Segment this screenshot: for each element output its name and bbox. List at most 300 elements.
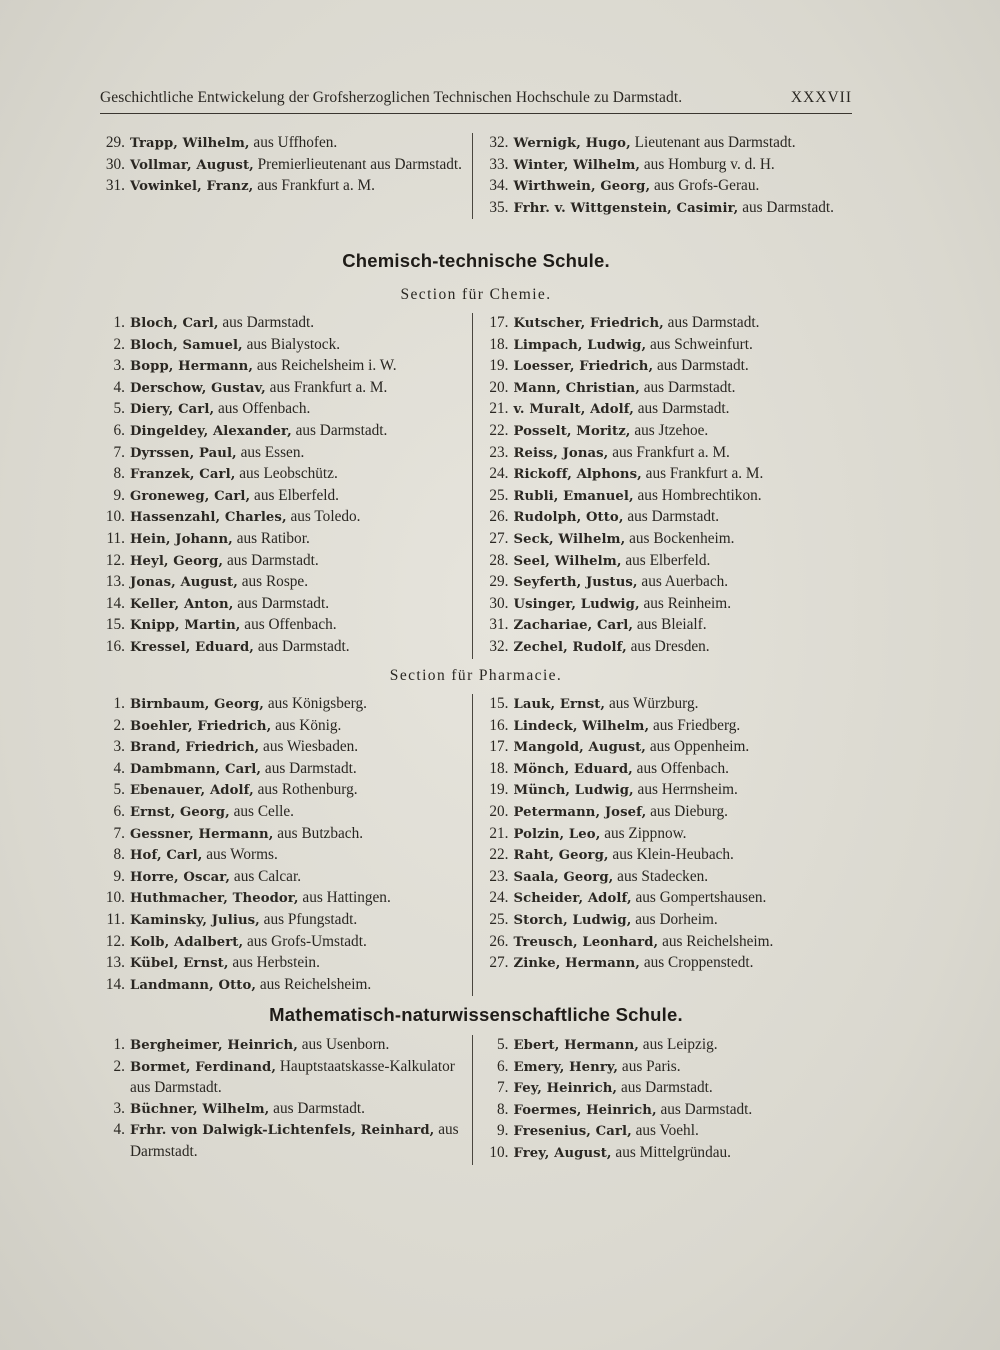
entry-text <box>130 780 472 802</box>
entry-number: 6. <box>497 1057 509 1075</box>
entry-number: 32. <box>489 134 509 151</box>
list-entry <box>483 313 857 335</box>
entry-name: Raht, Georg, <box>513 848 609 864</box>
entry-details: aus Herrnsheim. <box>633 781 738 799</box>
entry-details: aus Reichelsheim. <box>658 932 774 950</box>
entry-text <box>514 953 857 975</box>
list-entry <box>483 335 857 357</box>
entry-name: Polzin, Leo, <box>513 826 601 842</box>
chemie-right-column <box>472 313 857 659</box>
entry-name: Dyrssen, Paul, <box>130 445 237 461</box>
entry-name: Horre, Oscar, <box>130 869 231 885</box>
entry-number: 7. <box>497 1079 509 1097</box>
entry-details: aus Toledo. <box>286 508 361 526</box>
entry-name: Münch, Ludwig, <box>513 783 634 799</box>
entry-number: 15. <box>105 616 125 634</box>
entry-text <box>130 888 472 910</box>
entry-name: Keller, Anton, <box>130 596 234 612</box>
entry-name: Vowinkel, Franz, <box>130 179 254 195</box>
entry-number: 11. <box>106 529 125 547</box>
entry-number: 2. <box>113 716 125 734</box>
entry-details: aus Gompertshausen. <box>631 889 767 907</box>
list-entry <box>99 443 472 465</box>
entry-number: 3. <box>113 1099 125 1117</box>
chemie-list <box>96 313 856 659</box>
list-entry <box>99 313 472 335</box>
entry-name: Kolb, Adalbert, <box>130 934 244 950</box>
entry-name: Zachariae, Carl, <box>513 618 634 634</box>
entry-name: Foermes, Heinrich, <box>513 1102 657 1118</box>
entry-details: aus Auerbach. <box>637 573 729 591</box>
list-entry <box>99 421 472 443</box>
entry-text <box>130 759 472 781</box>
entry-number: 18. <box>489 335 509 353</box>
entry-text <box>514 932 857 954</box>
entry-number: 16. <box>105 637 125 655</box>
list-entry <box>483 443 857 465</box>
entry-name: Treusch, Leonhard, <box>513 934 659 950</box>
math-school-title: Mathematisch-naturwissenschaftliche Schule. <box>269 1004 683 1025</box>
entry-text <box>514 133 857 155</box>
entry-details: aus Darmstadt. <box>663 314 760 331</box>
entry-details: aus Elberfeld. <box>250 486 340 504</box>
list-entry <box>99 572 472 594</box>
entry-details: Lieutenant aus Darmstadt. <box>630 134 796 151</box>
entry-details: aus Pfungstadt. <box>259 910 358 928</box>
entry-details: aus Darmstadt. <box>269 1099 365 1117</box>
entry-number: 29. <box>489 573 509 591</box>
entry-number: 5. <box>113 400 125 418</box>
entry-name: Frhr. v. Wittgenstein, Casimir, <box>513 200 739 216</box>
entry-text <box>130 443 472 465</box>
entry-details: aus Hombrechtikon. <box>633 486 762 504</box>
entry-name: Boehler, Friedrich, <box>130 718 272 734</box>
entry-details: aus Frankfurt a. M. <box>253 177 375 195</box>
entry-text <box>130 1099 472 1121</box>
entry-name: Bloch, Carl, <box>130 316 219 331</box>
list-entry <box>99 637 472 659</box>
entry-name: Franzek, Carl, <box>130 467 236 483</box>
entry-number: 9. <box>113 486 125 504</box>
entry-name: Lauk, Ernst, <box>513 697 606 712</box>
entry-name: Hassenzahl, Charles, <box>130 510 287 526</box>
list-entry <box>99 507 472 529</box>
entry-name: Petermann, Josef, <box>513 804 647 820</box>
entry-details: aus Grofs-Umstadt. <box>243 932 367 950</box>
entry-details: aus Bleialf. <box>633 616 707 634</box>
entry-name: Dambmann, Carl, <box>130 761 262 777</box>
entry-text <box>130 133 472 155</box>
entry-name: Huthmacher, Theodor, <box>130 891 299 907</box>
entry-details: aus Offenbach. <box>214 400 311 418</box>
entry-details: aus Oppenheim. <box>646 738 750 756</box>
entry-name: Diery, Carl, <box>130 402 215 418</box>
list-entry <box>483 176 857 198</box>
list-entry <box>99 1120 472 1162</box>
entry-number: 27. <box>489 954 509 972</box>
entry-text <box>130 313 472 335</box>
entry-details: aus Offenbach. <box>632 759 729 777</box>
list-entry <box>99 737 472 759</box>
entry-name: Wirthwein, Georg, <box>513 179 651 195</box>
entry-number: 9. <box>497 1122 509 1140</box>
chem-school-title: Chemisch-technische Schule. <box>342 250 610 271</box>
entry-text <box>130 1035 472 1057</box>
entry-name: Derschow, Gustav, <box>130 380 266 396</box>
entry-text <box>130 507 472 529</box>
list-entry <box>483 155 857 177</box>
entry-name: Seyferth, Justus, <box>513 575 638 591</box>
entry-name: Ebenauer, Adolf, <box>130 783 254 799</box>
entry-number: 3. <box>113 738 125 756</box>
entry-name: Kübel, Ernst, <box>130 956 229 972</box>
entry-details: aus Zippnow. <box>600 824 687 842</box>
entry-number: 5. <box>113 781 125 799</box>
entry-details: aus Mittelgründau. <box>611 1143 731 1161</box>
entry-text <box>130 529 472 551</box>
entry-text <box>130 399 472 421</box>
entry-number: 14. <box>105 975 125 993</box>
entry-text <box>130 910 472 932</box>
entry-number: 13. <box>105 954 125 972</box>
list-entry <box>99 780 472 802</box>
entry-number: 24. <box>489 889 509 907</box>
list-entry <box>99 464 472 486</box>
entry-text <box>514 507 857 529</box>
entry-details: aus Darmstadt. <box>223 551 319 569</box>
list-entry <box>483 572 857 594</box>
entry-number: 10. <box>489 1143 509 1161</box>
entry-name: Seel, Wilhelm, <box>513 553 622 569</box>
entry-name: Kaminsky, Julius, <box>130 912 260 928</box>
entry-details: aus Darmstadt. <box>738 198 834 216</box>
entry-text <box>130 737 472 759</box>
entry-details: aus Würzburg. <box>605 695 699 712</box>
entry-text <box>130 1057 472 1099</box>
entry-details: aus Calcar. <box>230 867 302 885</box>
entry-number: 12. <box>105 932 125 950</box>
page-number: XXXVII <box>790 89 852 106</box>
entry-number: 4. <box>113 1121 125 1139</box>
math-right-column <box>472 1035 857 1165</box>
entry-details: aus Frankfurt a. M. <box>608 443 730 461</box>
entry-text <box>514 802 857 824</box>
chemie-left-column <box>96 313 472 659</box>
entry-name: Trapp, Wilhelm, <box>130 136 250 151</box>
entry-number: 25. <box>489 486 509 504</box>
entry-text <box>514 1100 857 1122</box>
entry-number: 13. <box>105 573 125 591</box>
entry-details: aus Frankfurt a. M. <box>641 465 764 483</box>
entry-number: 8. <box>113 465 125 483</box>
list-entry <box>483 910 857 932</box>
entry-details: aus Dorheim. <box>631 910 718 928</box>
entry-number: 25. <box>489 910 509 928</box>
list-entry <box>99 176 472 198</box>
entry-number: 10. <box>105 889 125 907</box>
entry-details: aus Herbstein. <box>228 954 320 972</box>
entry-text <box>130 594 472 616</box>
list-entry <box>483 1121 857 1143</box>
entry-number: 28. <box>489 551 509 569</box>
entry-number: 19. <box>489 781 509 799</box>
entry-name: Usinger, Ludwig, <box>513 596 640 612</box>
list-entry <box>99 953 472 975</box>
entry-number: 14. <box>105 594 125 612</box>
list-entry <box>99 1035 472 1057</box>
list-entry <box>99 694 472 716</box>
entry-name: Rudolph, Otto, <box>513 510 624 526</box>
entry-name: Brand, Friedrich, <box>130 740 260 756</box>
entry-text <box>130 176 472 198</box>
entry-details: aus Paris. <box>618 1057 681 1075</box>
entry-text <box>130 486 472 508</box>
entry-details: aus Croppenstedt. <box>640 954 754 972</box>
entry-details: aus Stadecken. <box>613 867 709 885</box>
entry-details: aus Darmstadt. <box>218 314 315 331</box>
list-entry <box>483 133 857 155</box>
list-entry <box>99 399 472 421</box>
entry-text <box>514 1121 857 1143</box>
entry-text <box>514 594 857 616</box>
entry-text <box>130 464 472 486</box>
entry-number: 17. <box>489 738 509 756</box>
list-entry <box>483 594 857 616</box>
list-entry <box>99 551 472 573</box>
list-entry <box>483 802 857 824</box>
entry-details: aus Reichelsheim. <box>256 975 372 993</box>
entry-text <box>130 716 472 738</box>
list-entry <box>483 198 857 220</box>
list-entry <box>483 378 857 400</box>
entry-number: 18. <box>489 759 509 777</box>
entry-number: 16. <box>489 716 509 734</box>
entry-number: 9. <box>113 867 125 885</box>
list-entry <box>99 888 472 910</box>
entry-details: aus Reinheim. <box>639 594 732 612</box>
list-entry <box>99 1099 472 1121</box>
list-entry <box>483 615 857 637</box>
entry-text <box>130 845 472 867</box>
entry-name: Hof, Carl, <box>130 848 203 864</box>
entry-text <box>130 356 472 378</box>
entry-name: Reiss, Jonas, <box>513 445 609 461</box>
entry-name: Scheider, Adolf, <box>513 891 632 907</box>
entry-text <box>514 694 857 716</box>
entry-name: Posselt, Moritz, <box>513 423 631 439</box>
entry-name: Seck, Wilhelm, <box>513 531 626 547</box>
entry-name: v. Muralt, Adolf, <box>513 402 634 418</box>
pharmacie-list <box>96 694 856 996</box>
list-entry <box>483 780 857 802</box>
entry-text <box>130 572 472 594</box>
list-entry <box>99 1057 472 1099</box>
entry-text <box>514 845 857 867</box>
entry-text <box>514 421 857 443</box>
list-entry <box>483 694 857 716</box>
header-title: Geschichtliche Entwickelung der Grofsherzoglichen Technischen Hochschule zu Darmstadt. <box>100 89 683 106</box>
list-entry <box>483 716 857 738</box>
entry-details: aus Darmstadt. <box>656 1100 753 1118</box>
entry-name: Vollmar, August, <box>130 157 254 173</box>
list-entry <box>99 824 472 846</box>
entry-name: Bloch, Samuel, <box>130 337 243 353</box>
entry-number: 35. <box>489 198 509 216</box>
list-entry <box>483 845 857 867</box>
running-header <box>100 89 852 114</box>
entry-number: 34. <box>489 177 509 195</box>
entry-text <box>514 637 857 659</box>
entry-text <box>514 759 857 781</box>
entry-details: aus Hattingen. <box>298 889 391 907</box>
entry-number: 3. <box>113 357 125 375</box>
entry-text <box>130 867 472 889</box>
chemie-section-title: Section für Chemie. <box>400 286 552 303</box>
list-entry <box>483 737 857 759</box>
entry-number: 21. <box>489 400 509 418</box>
entry-text <box>514 824 857 846</box>
list-entry <box>99 356 472 378</box>
entry-text <box>130 421 472 443</box>
list-entry <box>483 421 857 443</box>
entry-details: aus Dieburg. <box>646 802 728 820</box>
list-entry <box>99 845 472 867</box>
entry-number: 22. <box>489 846 509 864</box>
entry-name: Rubli, Emanuel, <box>513 488 634 504</box>
entry-text <box>514 780 857 802</box>
math-left-column <box>96 1035 472 1165</box>
entry-number: 20. <box>489 802 509 820</box>
entry-text <box>514 1078 857 1100</box>
entry-details: aus Usenborn. <box>297 1036 390 1053</box>
entry-text <box>514 910 857 932</box>
entry-name: Knipp, Martin, <box>130 618 241 634</box>
entry-details: aus Elberfeld. <box>621 551 711 569</box>
entry-details: aus Leobschütz. <box>235 465 338 483</box>
entry-number: 19. <box>489 357 509 375</box>
entry-name: Bergheimer, Heinrich, <box>130 1038 298 1053</box>
entry-text <box>514 378 857 400</box>
entry-name: Frhr. von Dalwigk-Lichtenfels, Reinhard, <box>130 1123 435 1139</box>
math-list <box>96 1035 856 1165</box>
entry-details: aus Darmstadt. <box>254 637 350 655</box>
entry-number: 1. <box>113 1036 125 1053</box>
list-entry <box>483 529 857 551</box>
entry-text <box>514 551 857 573</box>
entry-text <box>130 637 472 659</box>
entry-number: 6. <box>113 802 125 820</box>
list-entry <box>483 486 857 508</box>
entry-text <box>514 888 857 910</box>
entry-name: Limpach, Ludwig, <box>513 337 647 353</box>
entry-details: aus König. <box>271 716 342 734</box>
entry-details: aus Darmstadt. <box>623 508 720 526</box>
entry-details: aus Königsberg. <box>264 695 367 712</box>
entry-name: Bormet, Ferdinand, <box>130 1059 277 1075</box>
entry-number: 33. <box>489 155 509 173</box>
list-entry <box>99 802 472 824</box>
entry-number: 12. <box>105 551 125 569</box>
entry-details: aus Jtzehoe. <box>630 421 709 439</box>
entry-number: 8. <box>497 1100 509 1118</box>
continued-list <box>96 133 856 219</box>
entry-details: aus Grofs-Gerau. <box>650 177 760 195</box>
list-entry <box>99 486 472 508</box>
list-entry <box>483 888 857 910</box>
entry-text <box>514 737 857 759</box>
entry-name: Hein, Johann, <box>130 531 233 547</box>
entry-number: 24. <box>489 465 509 483</box>
list-entry <box>483 1078 857 1100</box>
list-entry <box>99 867 472 889</box>
list-entry <box>483 759 857 781</box>
entry-name: Saala, Georg, <box>513 869 614 885</box>
entry-name: Bopp, Hermann, <box>130 359 254 375</box>
list-entry <box>483 1057 857 1079</box>
list-entry <box>483 824 857 846</box>
entry-name: Loesser, Friedrich, <box>513 359 654 375</box>
entry-details: Hauptstaatskasse-Kalkulator aus Darmstadt. <box>130 1057 455 1097</box>
entry-number: 26. <box>489 932 509 950</box>
entry-number: 4. <box>113 759 125 777</box>
list-entry <box>483 551 857 573</box>
entry-details: aus Celle. <box>229 802 294 820</box>
entry-text <box>130 551 472 573</box>
entry-number: 5. <box>497 1036 509 1053</box>
entry-text <box>514 464 857 486</box>
entry-number: 23. <box>489 443 509 461</box>
entry-number: 2. <box>113 1057 125 1075</box>
entry-text <box>130 378 472 400</box>
entry-details: aus Voehl. <box>631 1122 699 1140</box>
entry-details: aus Rothenburg. <box>253 781 358 799</box>
entry-number: 17. <box>489 314 509 331</box>
entry-details: aus Darmstadt. <box>291 421 388 439</box>
entry-number: 2. <box>113 335 125 353</box>
entry-name: Zinke, Hermann, <box>513 956 640 972</box>
entry-details: aus Reichelsheim i. W. <box>253 357 397 375</box>
entry-name: Storch, Ludwig, <box>513 912 632 928</box>
entry-details: aus Wiesbaden. <box>259 738 359 756</box>
entry-number: 11. <box>106 910 125 928</box>
list-entry <box>483 932 857 954</box>
entry-details: aus Friedberg. <box>649 716 741 734</box>
entry-number: 21. <box>489 824 509 842</box>
entry-text <box>130 1120 472 1162</box>
entry-text <box>130 802 472 824</box>
entry-name: Winter, Wilhelm, <box>513 157 641 173</box>
entry-details: aus Homburg v. d. H. <box>640 155 775 173</box>
entry-number: 4. <box>113 378 125 396</box>
entry-text <box>514 198 857 220</box>
entry-number: 20. <box>489 378 509 396</box>
entry-text <box>130 932 472 954</box>
entry-name: Rickoff, Alphons, <box>513 467 642 483</box>
entry-number: 26. <box>489 508 509 526</box>
entry-text <box>130 824 472 846</box>
list-entry <box>99 716 472 738</box>
entry-text <box>514 1035 857 1057</box>
entry-text <box>514 529 857 551</box>
pharmacie-left-column <box>96 694 472 996</box>
entry-details: aus Klein-Heubach. <box>608 846 734 864</box>
list-entry <box>99 932 472 954</box>
pharmacie-right-column <box>472 694 857 996</box>
list-entry <box>483 637 857 659</box>
list-entry <box>99 615 472 637</box>
entry-text <box>130 335 472 357</box>
entry-name: Mann, Christian, <box>513 380 640 396</box>
